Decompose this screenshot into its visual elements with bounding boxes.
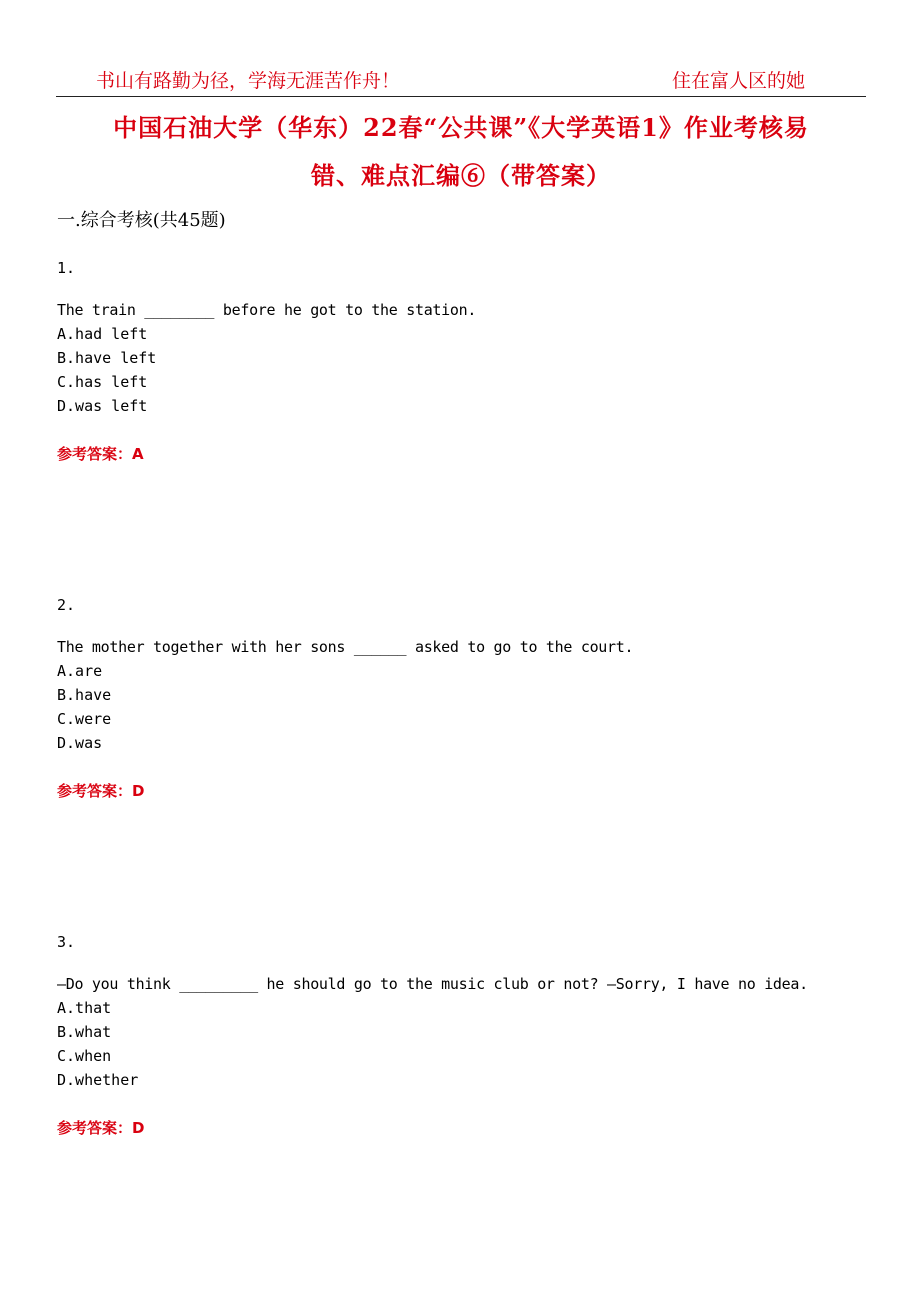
option-b: B.what <box>57 1023 112 1041</box>
question-3 <box>57 930 867 1140</box>
reference-answer: 参考答案：A <box>57 445 144 463</box>
header-author: 住在富人区的她 <box>672 70 806 92</box>
reference-answer: 参考答案：D <box>57 1119 145 1137</box>
header-divider <box>56 96 866 97</box>
document-title-line-1: 中国石油大学（华东）22春“公共课”《大学英语1》作业考核易 <box>113 113 809 142</box>
question-number: 2. <box>57 596 76 614</box>
question-number: 3. <box>57 933 76 951</box>
question-number: 1. <box>57 259 76 277</box>
option-a: A.that <box>57 999 112 1017</box>
section-heading: 一.综合考核(共45题) <box>57 210 226 231</box>
option-b: B.have <box>57 686 112 704</box>
option-a: A.had left <box>57 325 148 343</box>
option-a: A.are <box>57 662 103 680</box>
question-2 <box>57 593 867 803</box>
option-c: C.when <box>57 1047 112 1065</box>
option-c: C.were <box>57 710 112 728</box>
question-stem: The mother together with her sons ______ asked to go to the court. <box>57 638 634 656</box>
document-title-line-2: 错、难点汇编⑥（带答案） <box>311 161 611 190</box>
option-d: D.whether <box>57 1071 139 1089</box>
option-b: B.have left <box>57 349 157 367</box>
option-c: C.has left <box>57 373 148 391</box>
option-d: D.was <box>57 734 103 752</box>
document-title <box>56 104 866 200</box>
question-stem: The train ________ before he got to the station. <box>57 301 477 319</box>
header-motto: 书山有路勤为径，学海无涯苦作舟！ <box>96 70 401 92</box>
reference-answer: 参考答案：D <box>57 782 145 800</box>
question-stem: —Do you think _________ he should go to the music club or not? —Sorry, I have no idea. <box>57 975 808 993</box>
question-1 <box>57 256 867 466</box>
option-d: D.was left <box>57 397 148 415</box>
